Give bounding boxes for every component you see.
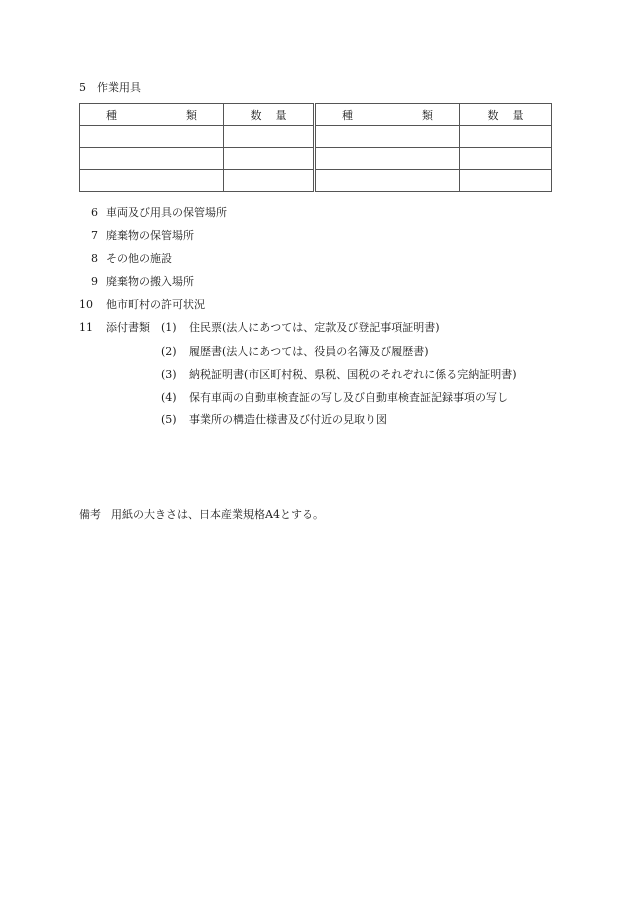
section-6 bbox=[82, 206, 227, 220]
table-cell[interactable] bbox=[460, 170, 552, 192]
attachment-text: 納税証明書(市区町村税、県税、国税のそれぞれに係る完納証明書) bbox=[189, 368, 517, 381]
remark-text: 用紙の大きさは、日本産業規格A4とする。 bbox=[111, 508, 324, 521]
section-text: 他市町村の許可状況 bbox=[106, 298, 205, 311]
attachment-item-3 bbox=[161, 368, 517, 382]
attachment-number: (5) bbox=[161, 413, 177, 426]
table-cell[interactable] bbox=[224, 148, 315, 170]
section-number: 10 bbox=[79, 298, 93, 311]
section-5-heading bbox=[79, 81, 141, 95]
section-text: その他の施設 bbox=[106, 252, 172, 265]
table-cell[interactable] bbox=[224, 126, 315, 148]
section-text: 廃棄物の保管場所 bbox=[106, 229, 194, 242]
table-cell[interactable] bbox=[80, 170, 224, 192]
section-number: 8 bbox=[91, 252, 98, 265]
attachment-item-1 bbox=[161, 321, 440, 335]
attachment-text: 住民票(法人にあつては、定款及び登記事項証明書) bbox=[189, 321, 440, 334]
header-kind: 種 類 bbox=[315, 104, 460, 126]
header-quantity: 数 量 bbox=[460, 104, 552, 126]
table-cell[interactable] bbox=[460, 126, 552, 148]
table-cell[interactable] bbox=[460, 148, 552, 170]
attachment-number: (2) bbox=[161, 345, 177, 358]
attachment-text: 事業所の構造仕様書及び付近の見取り図 bbox=[189, 413, 387, 426]
table-cell[interactable] bbox=[315, 126, 460, 148]
section-text: 添付書類 bbox=[106, 321, 150, 334]
section-text: 廃棄物の搬入場所 bbox=[106, 275, 194, 288]
table-cell[interactable] bbox=[80, 148, 224, 170]
section-number: 5 bbox=[79, 81, 86, 94]
table-cell[interactable] bbox=[315, 148, 460, 170]
section-number: 9 bbox=[91, 275, 98, 288]
section-number: 6 bbox=[91, 206, 98, 219]
section-text: 車両及び用具の保管場所 bbox=[106, 206, 227, 219]
attachment-number: (3) bbox=[161, 368, 177, 381]
section-number: 7 bbox=[91, 229, 98, 242]
table-row bbox=[80, 126, 552, 148]
table-cell[interactable] bbox=[224, 170, 315, 192]
section-9 bbox=[82, 275, 194, 289]
table-row bbox=[80, 148, 552, 170]
section-10 bbox=[79, 298, 205, 312]
table-header-row bbox=[80, 104, 552, 126]
table-cell[interactable] bbox=[80, 126, 224, 148]
attachment-item-5 bbox=[161, 413, 387, 427]
attachment-number: (4) bbox=[161, 391, 177, 404]
attachment-item-4 bbox=[161, 391, 508, 405]
attachment-text: 保有車両の自動車検査証の写し及び自動車検査証記録事項の写し bbox=[189, 391, 508, 404]
tools-table bbox=[79, 103, 552, 192]
attachment-item-2 bbox=[161, 345, 429, 359]
header-quantity: 数 量 bbox=[224, 104, 315, 126]
header-kind: 種 類 bbox=[80, 104, 224, 126]
attachment-text: 履歴書(法人にあつては、役員の名簿及び履歴書) bbox=[189, 345, 429, 358]
section-11 bbox=[79, 321, 150, 335]
table-cell[interactable] bbox=[315, 170, 460, 192]
section-number: 11 bbox=[79, 321, 93, 334]
remark-label: 備考 bbox=[79, 508, 101, 521]
section-7 bbox=[82, 229, 194, 243]
section-title: 作業用具 bbox=[97, 81, 141, 94]
attachment-number: (1) bbox=[161, 321, 177, 334]
remark-note bbox=[79, 508, 324, 522]
table-row bbox=[80, 170, 552, 192]
section-8 bbox=[82, 252, 172, 266]
